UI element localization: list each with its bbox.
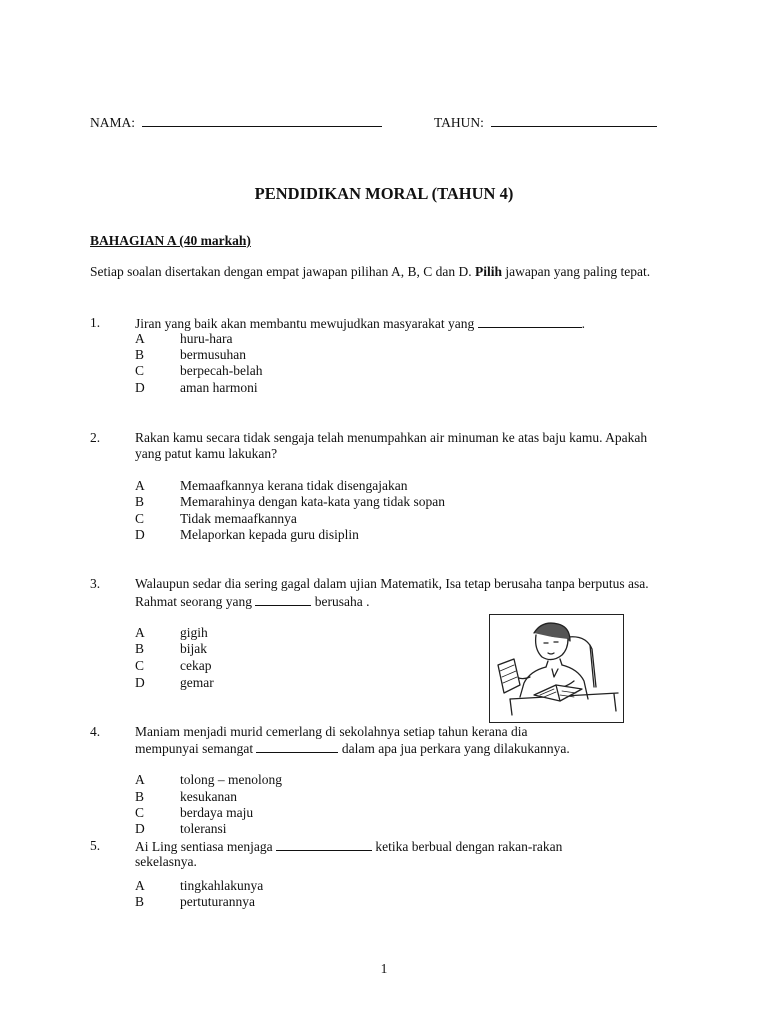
option-letter: A <box>135 772 145 787</box>
option-letter: A <box>135 331 145 346</box>
option-letter: B <box>135 641 145 656</box>
question-text-part: mempunyai semangat <box>135 741 257 756</box>
question-number: 2. <box>90 430 101 445</box>
question-text: sekelasnya. <box>135 854 197 869</box>
page-number: 1 <box>380 961 388 976</box>
page-title: PENDIDIKAN MORAL (TAHUN 4) <box>254 184 514 203</box>
option-text: bermusuhan <box>180 347 246 362</box>
name-field <box>90 114 382 131</box>
answer-blank <box>256 740 338 753</box>
option-letter: B <box>135 347 145 362</box>
answer-blank <box>478 315 582 328</box>
option-letter: D <box>135 675 145 690</box>
option-text: berpecah-belah <box>180 363 263 378</box>
instruction-text-2: jawapan yang paling tepat. <box>502 264 651 279</box>
instruction-text-1: Setiap soalan disertakan dengan empat jawapan pilihan A, B, C dan D. <box>90 264 476 279</box>
question-text <box>135 593 369 610</box>
option-letter: D <box>135 380 145 395</box>
option-letter: C <box>135 805 145 820</box>
option-text: gigih <box>180 625 208 640</box>
option-letter: A <box>135 478 145 493</box>
question-text-part: ketika berbual dengan rakan-rakan <box>371 839 563 854</box>
option-text: bijak <box>180 641 207 656</box>
option-text: Melaporkan kepada guru disiplin <box>180 527 359 542</box>
question-text: yang patut kamu lakukan? <box>135 446 278 461</box>
question-text-part: Jiran yang baik akan membantu mewujudkan masyarakat yang <box>135 316 478 331</box>
question-text-part: . <box>581 316 586 331</box>
question-text <box>135 315 585 332</box>
option-text: huru-hara <box>180 331 233 346</box>
name-blank[interactable] <box>142 114 382 127</box>
question-text-part: Rahmat seorang yang <box>135 594 256 609</box>
option-text: kesukanan <box>180 789 237 804</box>
option-text: tolong – menolong <box>180 772 282 787</box>
option-letter: B <box>135 494 145 509</box>
question-text <box>135 838 562 855</box>
answer-blank <box>276 838 372 851</box>
option-letter: C <box>135 658 145 673</box>
year-blank[interactable] <box>491 114 657 127</box>
option-letter: B <box>135 894 145 909</box>
student-reading-illustration <box>489 614 624 723</box>
instruction-bold: Pilih <box>475 264 503 279</box>
question-text-part: berusaha . <box>311 594 370 609</box>
option-letter: D <box>135 527 145 542</box>
option-text: aman harmoni <box>180 380 258 395</box>
option-letter: C <box>135 511 145 526</box>
question-number: 5. <box>90 838 101 853</box>
option-letter: B <box>135 789 145 804</box>
option-text: toleransi <box>180 821 227 836</box>
option-letter: A <box>135 625 145 640</box>
option-text: tingkahlakunya <box>180 878 264 893</box>
question-number: 3. <box>90 576 101 591</box>
option-text: berdaya maju <box>180 805 254 820</box>
option-letter: A <box>135 878 145 893</box>
option-text: pertuturannya <box>180 894 255 909</box>
question-text-part: dalam apa jua perkara yang dilakukannya. <box>338 741 570 756</box>
option-letter: C <box>135 363 145 378</box>
option-text: Tidak memaafkannya <box>180 511 297 526</box>
question-text <box>135 740 570 757</box>
question-text-part: Ai Ling sentiasa menjaga <box>135 839 276 854</box>
boy-studying-icon <box>490 615 623 722</box>
option-text: Memarahinya dengan kata-kata yang tidak sopan <box>180 494 446 509</box>
name-label: NAMA: <box>90 115 136 130</box>
option-text: gemar <box>180 675 214 690</box>
question-number: 1. <box>90 315 101 330</box>
year-label: TAHUN: <box>434 115 484 130</box>
question-text: Maniam menjadi murid cemerlang di sekolahnya setiap tahun kerana dia <box>135 724 528 739</box>
answer-blank <box>255 593 311 606</box>
section-instruction <box>90 264 650 280</box>
question-text: Rakan kamu secara tidak sengaja telah menumpahkan air minuman ke atas baju kamu. Apakah <box>135 430 648 445</box>
question-text: Walaupun sedar dia sering gagal dalam ujian Matematik, Isa tetap berusaha tanpa berputus asa. <box>135 576 649 591</box>
option-text: cekap <box>180 658 212 673</box>
section-heading: BAHAGIAN A (40 markah) <box>90 233 251 248</box>
option-text: Memaafkannya kerana tidak disengajakan <box>180 478 408 493</box>
year-field <box>434 114 657 131</box>
question-number: 4. <box>90 724 101 739</box>
option-letter: D <box>135 821 145 836</box>
